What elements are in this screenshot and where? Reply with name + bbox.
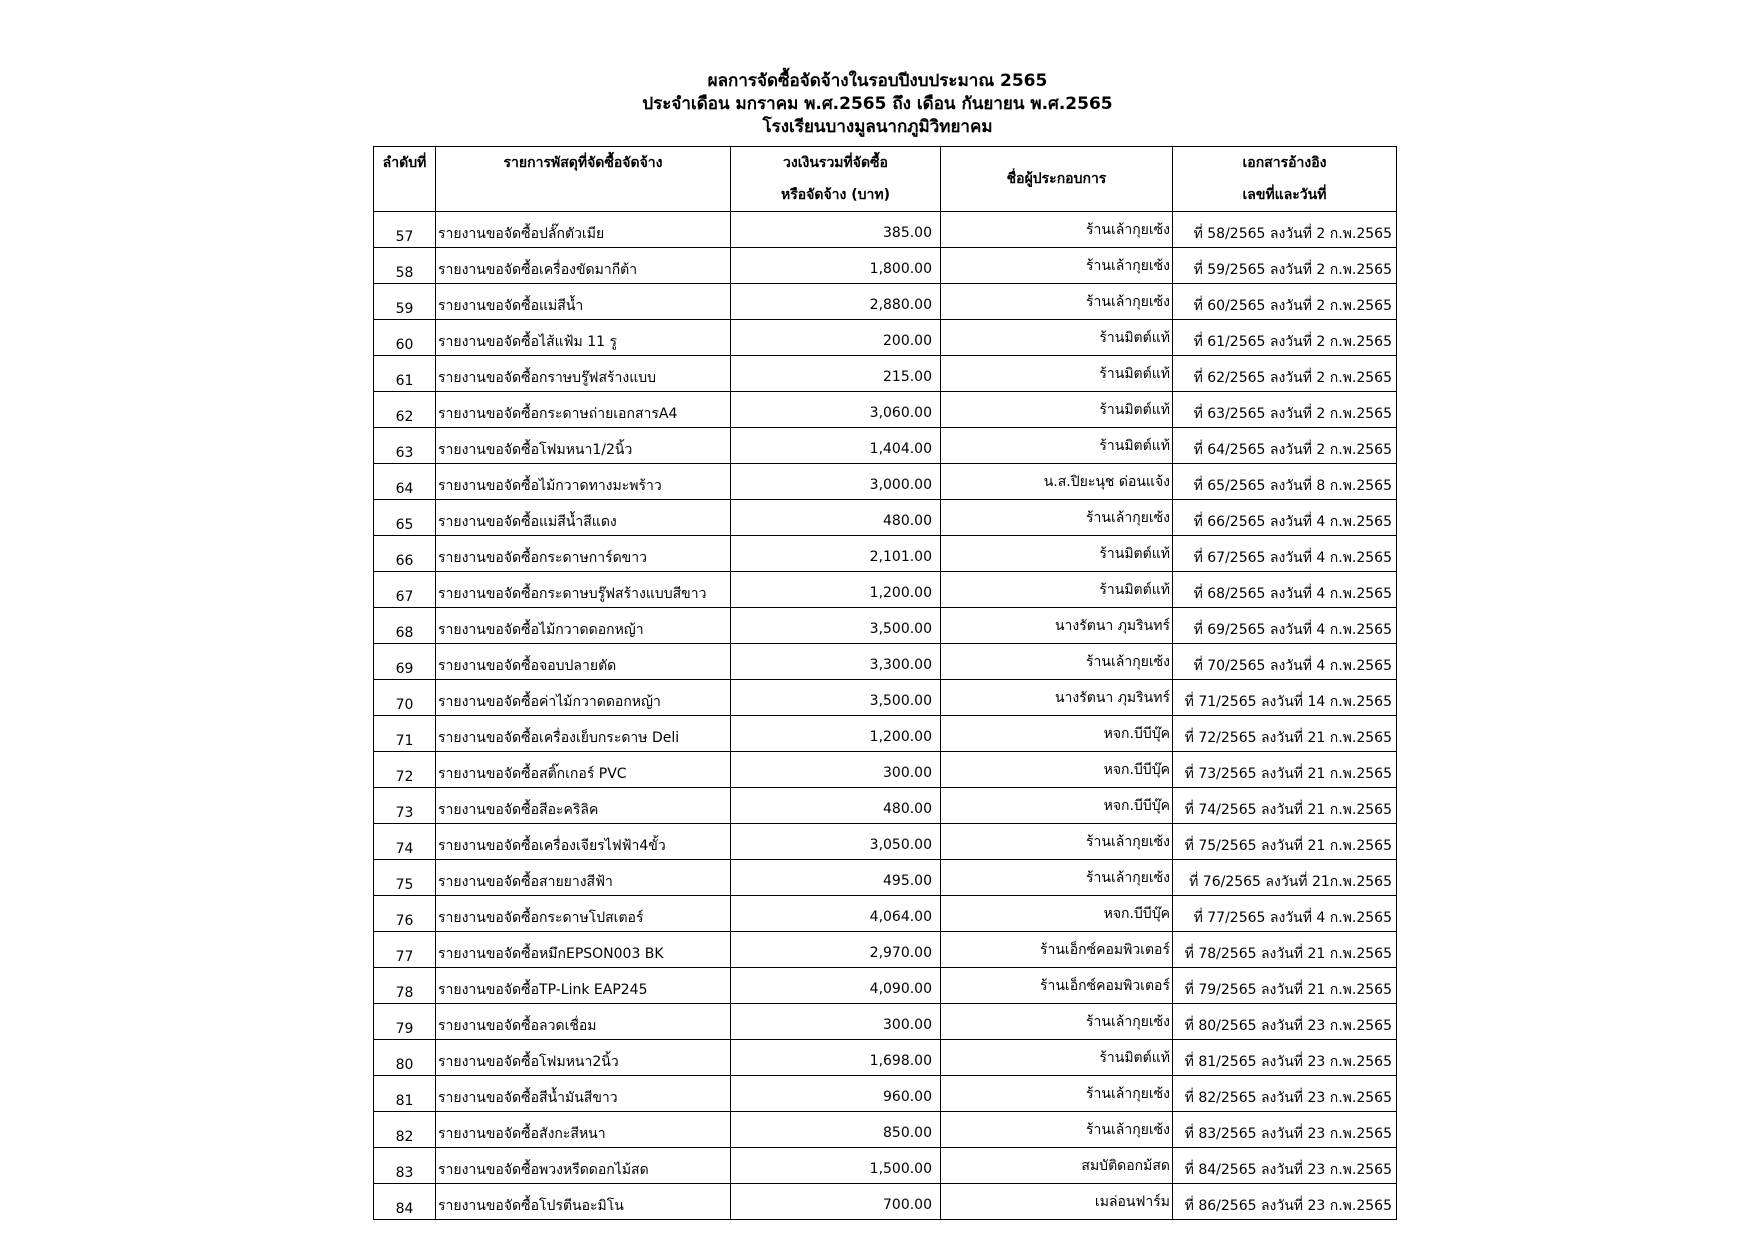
table-row: [374, 464, 1397, 500]
table-row: [374, 1004, 1397, 1040]
row-amount: 2,880.00: [731, 284, 941, 320]
row-number: 78: [374, 968, 436, 1004]
heading-school: โรงเรียนบางมูลนากภูมิวิทยาคม: [762, 117, 993, 137]
table-body: [374, 212, 1397, 1220]
row-item: รายงานขอจัดซื้อกระดาษถ่ายเอกสารA4: [436, 392, 731, 428]
row-number: 72: [374, 752, 436, 788]
row-amount: 300.00: [731, 752, 941, 788]
row-amount: 300.00: [731, 1004, 941, 1040]
row-vendor: หจก.บีบีบุ๊ค: [941, 752, 1173, 788]
row-vendor: ร้านเล้ากุยเซ้ง: [941, 284, 1173, 320]
row-vendor: ร้านมิตต์แท้: [941, 572, 1173, 608]
table-row: [374, 500, 1397, 536]
row-number: 73: [374, 788, 436, 824]
row-item: รายงานขอจัดซื้อโฟมหนา2นิ้ว: [436, 1040, 731, 1076]
table-row: [374, 248, 1397, 284]
row-vendor: ร้านเล้ากุยเซ้ง: [941, 1004, 1173, 1040]
table-row: [374, 896, 1397, 932]
row-reference: ที่ 75/2565 ลงวันที่ 21 ก.พ.2565: [1173, 824, 1397, 860]
row-vendor: ร้านเล้ากุยเซ้ง: [941, 500, 1173, 536]
table-row: [374, 680, 1397, 716]
row-item: รายงานขอจัดซื้อTP-Link EAP245: [436, 968, 731, 1004]
table-row: [374, 392, 1397, 428]
row-amount: 700.00: [731, 1184, 941, 1220]
row-reference: ที่ 61/2565 ลงวันที่ 2 ก.พ.2565: [1173, 320, 1397, 356]
table-row: [374, 572, 1397, 608]
table-row: [374, 284, 1397, 320]
table-row: [374, 968, 1397, 1004]
row-number: 81: [374, 1076, 436, 1112]
row-vendor: ร้านเล้ากุยเซ้ง: [941, 860, 1173, 896]
row-item: รายงานขอจัดซื้อจอบปลายตัด: [436, 644, 731, 680]
column-header-vendor: ชื่อผู้ประกอบการ: [941, 147, 1173, 212]
row-amount: 1,800.00: [731, 248, 941, 284]
row-reference: ที่ 69/2565 ลงวันที่ 4 ก.พ.2565: [1173, 608, 1397, 644]
row-reference: ที่ 64/2565 ลงวันที่ 2 ก.พ.2565: [1173, 428, 1397, 464]
row-number: 67: [374, 572, 436, 608]
row-item: รายงานขอจัดซื้อกระดาษบรู๊ฟสร้างแบบสีขาว: [436, 572, 731, 608]
row-reference: ที่ 86/2565 ลงวันที่ 23 ก.พ.2565: [1173, 1184, 1397, 1220]
row-amount: 2,970.00: [731, 932, 941, 968]
row-item: รายงานขอจัดซื้อหมึกEPSON003 BK: [436, 932, 731, 968]
column-header-reference: [1173, 147, 1397, 212]
column-header-no: ลำดับที่: [374, 147, 436, 212]
row-vendor: สมบัติดอกม้สด: [941, 1148, 1173, 1184]
row-vendor: ร้านเอ็กซ์คอมพิวเตอร์: [941, 932, 1173, 968]
row-reference: ที่ 76/2565 ลงวันที่ 21ก.พ.2565: [1173, 860, 1397, 896]
row-vendor: นางรัตนา ภุมรินทร์: [941, 680, 1173, 716]
table-row: [374, 932, 1397, 968]
row-item: รายงานขอจัดซื้อเครื่องเจียรไฟฟ้า4ขั้ว: [436, 824, 731, 860]
row-vendor: หจก.บีบีบุ๊ค: [941, 788, 1173, 824]
row-reference: ที่ 80/2565 ลงวันที่ 23 ก.พ.2565: [1173, 1004, 1397, 1040]
row-amount: 3,500.00: [731, 608, 941, 644]
table-row: [374, 212, 1397, 248]
row-amount: 3,300.00: [731, 644, 941, 680]
row-number: 58: [374, 248, 436, 284]
row-reference: ที่ 67/2565 ลงวันที่ 4 ก.พ.2565: [1173, 536, 1397, 572]
row-amount: 1,200.00: [731, 716, 941, 752]
row-number: 84: [374, 1184, 436, 1220]
row-amount: 3,050.00: [731, 824, 941, 860]
row-item: รายงานขอจัดซื้อกระดาษโปสเตอร์: [436, 896, 731, 932]
row-reference: ที่ 68/2565 ลงวันที่ 4 ก.พ.2565: [1173, 572, 1397, 608]
row-amount: 3,060.00: [731, 392, 941, 428]
row-vendor: ร้านเล้ากุยเซ้ง: [941, 212, 1173, 248]
row-reference: ที่ 79/2565 ลงวันที่ 21 ก.พ.2565: [1173, 968, 1397, 1004]
row-reference: ที่ 59/2565 ลงวันที่ 2 ก.พ.2565: [1173, 248, 1397, 284]
row-amount: 1,200.00: [731, 572, 941, 608]
row-item: รายงานขอจัดซื้อแม่สีน้ำ: [436, 284, 731, 320]
row-item: รายงานขอจัดซื้อกระดาษการ์ดขาว: [436, 536, 731, 572]
row-amount: 200.00: [731, 320, 941, 356]
row-reference: ที่ 66/2565 ลงวันที่ 4 ก.พ.2565: [1173, 500, 1397, 536]
table-header-row: [374, 147, 1397, 212]
row-amount: 960.00: [731, 1076, 941, 1112]
row-vendor: ร้านเอ็กซ์คอมพิวเตอร์: [941, 968, 1173, 1004]
row-item: รายงานขอจัดซื้อสายยางสีฟ้า: [436, 860, 731, 896]
row-amount: 3,500.00: [731, 680, 941, 716]
heading-period: ประจำเดือน มกราคม พ.ศ.2565 ถึง เดือน กันยายน พ.ศ.2565: [642, 94, 1113, 114]
row-reference: ที่ 84/2565 ลงวันที่ 23 ก.พ.2565: [1173, 1148, 1397, 1184]
row-number: 76: [374, 896, 436, 932]
row-item: รายงานขอจัดซื้อสีน้ำมันสีขาว: [436, 1076, 731, 1112]
column-header-reference-line2: เลขที่และวันที่: [1242, 187, 1327, 203]
row-item: รายงานขอจัดซื้อกราษบรู๊ฟสร้างแบบ: [436, 356, 731, 392]
row-item: รายงานขอจัดซื้อเครื่องเย็บกระดาษ Deli: [436, 716, 731, 752]
table-row: [374, 1184, 1397, 1220]
table-row: [374, 644, 1397, 680]
table-row: [374, 1076, 1397, 1112]
row-item: รายงานขอจัดซื้อเครื่องขัดมากีต้า: [436, 248, 731, 284]
table-row: [374, 860, 1397, 896]
row-vendor: ร้านมิตต์แท้: [941, 1040, 1173, 1076]
row-reference: ที่ 62/2565 ลงวันที่ 2 ก.พ.2565: [1173, 356, 1397, 392]
row-number: 59: [374, 284, 436, 320]
table-row: [374, 1148, 1397, 1184]
row-reference: ที่ 78/2565 ลงวันที่ 21 ก.พ.2565: [1173, 932, 1397, 968]
row-vendor: ร้านเล้ากุยเซ้ง: [941, 248, 1173, 284]
row-amount: 2,101.00: [731, 536, 941, 572]
row-amount: 385.00: [731, 212, 941, 248]
row-reference: ที่ 72/2565 ลงวันที่ 21 ก.พ.2565: [1173, 716, 1397, 752]
row-amount: 215.00: [731, 356, 941, 392]
row-reference: ที่ 65/2565 ลงวันที่ 8 ก.พ.2565: [1173, 464, 1397, 500]
table-row: [374, 608, 1397, 644]
row-number: 63: [374, 428, 436, 464]
row-amount: 1,500.00: [731, 1148, 941, 1184]
row-vendor: ร้านมิตต์แท้: [941, 536, 1173, 572]
column-header-item: รายการพัสดุที่จัดซื้อจัดจ้าง: [436, 147, 731, 212]
row-number: 80: [374, 1040, 436, 1076]
row-number: 64: [374, 464, 436, 500]
table-row: [374, 824, 1397, 860]
row-item: รายงานขอจัดซื้อค่าไม้กวาดดอกหญ้า: [436, 680, 731, 716]
row-amount: 495.00: [731, 860, 941, 896]
row-item: รายงานขอจัดซื้อลวดเชื่อม: [436, 1004, 731, 1040]
column-header-amount: [731, 147, 941, 212]
row-number: 70: [374, 680, 436, 716]
row-item: รายงานขอจัดซื้อแม่สีน้ำสีแดง: [436, 500, 731, 536]
row-item: รายงานขอจัดซื้อโฟมหนา1/2นิ้ว: [436, 428, 731, 464]
row-reference: ที่ 82/2565 ลงวันที่ 23 ก.พ.2565: [1173, 1076, 1397, 1112]
row-number: 83: [374, 1148, 436, 1184]
row-item: รายงานขอจัดซื้อสังกะสีหนา: [436, 1112, 731, 1148]
row-reference: ที่ 77/2565 ลงวันที่ 4 ก.พ.2565: [1173, 896, 1397, 932]
row-reference: ที่ 58/2565 ลงวันที่ 2 ก.พ.2565: [1173, 212, 1397, 248]
row-number: 75: [374, 860, 436, 896]
row-amount: 4,064.00: [731, 896, 941, 932]
table-row: [374, 320, 1397, 356]
row-vendor: นางรัตนา ภุมรินทร์: [941, 608, 1173, 644]
row-reference: ที่ 83/2565 ลงวันที่ 23 ก.พ.2565: [1173, 1112, 1397, 1148]
row-number: 74: [374, 824, 436, 860]
row-amount: 4,090.00: [731, 968, 941, 1004]
row-item: รายงานขอจัดซื้อไส้แฟ้ม 11 รู: [436, 320, 731, 356]
row-amount: 3,000.00: [731, 464, 941, 500]
row-amount: 850.00: [731, 1112, 941, 1148]
row-number: 60: [374, 320, 436, 356]
row-vendor: หจก.บีบีบุ๊ค: [941, 716, 1173, 752]
row-vendor: ร้านเล้ากุยเซ้ง: [941, 1112, 1173, 1148]
row-number: 69: [374, 644, 436, 680]
row-vendor: ร้านมิตต์แท้: [941, 392, 1173, 428]
row-item: รายงานขอจัดซื้อพวงหรีดดอกไม้สด: [436, 1148, 731, 1184]
table-row: [374, 788, 1397, 824]
table-row: [374, 752, 1397, 788]
row-reference: ที่ 81/2565 ลงวันที่ 23 ก.พ.2565: [1173, 1040, 1397, 1076]
table-row: [374, 428, 1397, 464]
row-vendor: ร้านมิตต์แท้: [941, 356, 1173, 392]
row-item: รายงานขอจัดซื้อสติ๊กเกอร์ PVC: [436, 752, 731, 788]
table-row: [374, 356, 1397, 392]
row-amount: 480.00: [731, 788, 941, 824]
row-item: รายงานขอจัดซื้อโปรตีนอะมิโน: [436, 1184, 731, 1220]
column-header-reference-line1: เอกสารอ้างอิง: [1242, 155, 1327, 171]
table-row: [374, 1040, 1397, 1076]
row-amount: 1,698.00: [731, 1040, 941, 1076]
column-header-amount-line1: วงเงินรวมที่จัดซื้อ: [783, 155, 888, 171]
row-vendor: ร้านเล้ากุยเซ้ง: [941, 644, 1173, 680]
row-item: รายงานขอจัดซื้อปลั๊กตัวเมีย: [436, 212, 731, 248]
row-number: 62: [374, 392, 436, 428]
row-vendor: ร้านมิตต์แท้: [941, 320, 1173, 356]
row-vendor: น.ส.ปิยะนุช ด่อนแจ้ง: [941, 464, 1173, 500]
row-vendor: ร้านเล้ากุยเซ้ง: [941, 824, 1173, 860]
row-number: 61: [374, 356, 436, 392]
row-reference: ที่ 74/2565 ลงวันที่ 21 ก.พ.2565: [1173, 788, 1397, 824]
heading-title: ผลการจัดซื้อจัดจ้างในรอบปีงบประมาณ 2565: [707, 71, 1048, 91]
row-number: 79: [374, 1004, 436, 1040]
row-amount: 1,404.00: [731, 428, 941, 464]
column-header-amount-line2: หรือจัดจ้าง (บาท): [781, 187, 890, 203]
row-number: 71: [374, 716, 436, 752]
row-amount: 480.00: [731, 500, 941, 536]
document-heading: [0, 70, 1755, 139]
row-reference: ที่ 73/2565 ลงวันที่ 21 ก.พ.2565: [1173, 752, 1397, 788]
row-vendor: หจก.บีบีบุ๊ค: [941, 896, 1173, 932]
row-vendor: เมล่อนฟาร์ม: [941, 1184, 1173, 1220]
row-reference: ที่ 70/2565 ลงวันที่ 4 ก.พ.2565: [1173, 644, 1397, 680]
row-reference: ที่ 71/2565 ลงวันที่ 14 ก.พ.2565: [1173, 680, 1397, 716]
row-reference: ที่ 60/2565 ลงวันที่ 2 ก.พ.2565: [1173, 284, 1397, 320]
row-item: รายงานขอจัดซื้อสีอะคริลิค: [436, 788, 731, 824]
row-item: รายงานขอจัดซื้อไม้กวาดทางมะพร้าว: [436, 464, 731, 500]
row-vendor: ร้านมิตต์แท้: [941, 428, 1173, 464]
row-number: 82: [374, 1112, 436, 1148]
row-number: 66: [374, 536, 436, 572]
row-number: 57: [374, 212, 436, 248]
row-reference: ที่ 63/2565 ลงวันที่ 2 ก.พ.2565: [1173, 392, 1397, 428]
table-row: [374, 536, 1397, 572]
row-vendor: ร้านเล้ากุยเซ้ง: [941, 1076, 1173, 1112]
row-number: 77: [374, 932, 436, 968]
row-number: 65: [374, 500, 436, 536]
procurement-table: [373, 146, 1397, 1220]
table-row: [374, 716, 1397, 752]
table-row: [374, 1112, 1397, 1148]
row-number: 68: [374, 608, 436, 644]
row-item: รายงานขอจัดซื้อไม้กวาดดอกหญ้า: [436, 608, 731, 644]
